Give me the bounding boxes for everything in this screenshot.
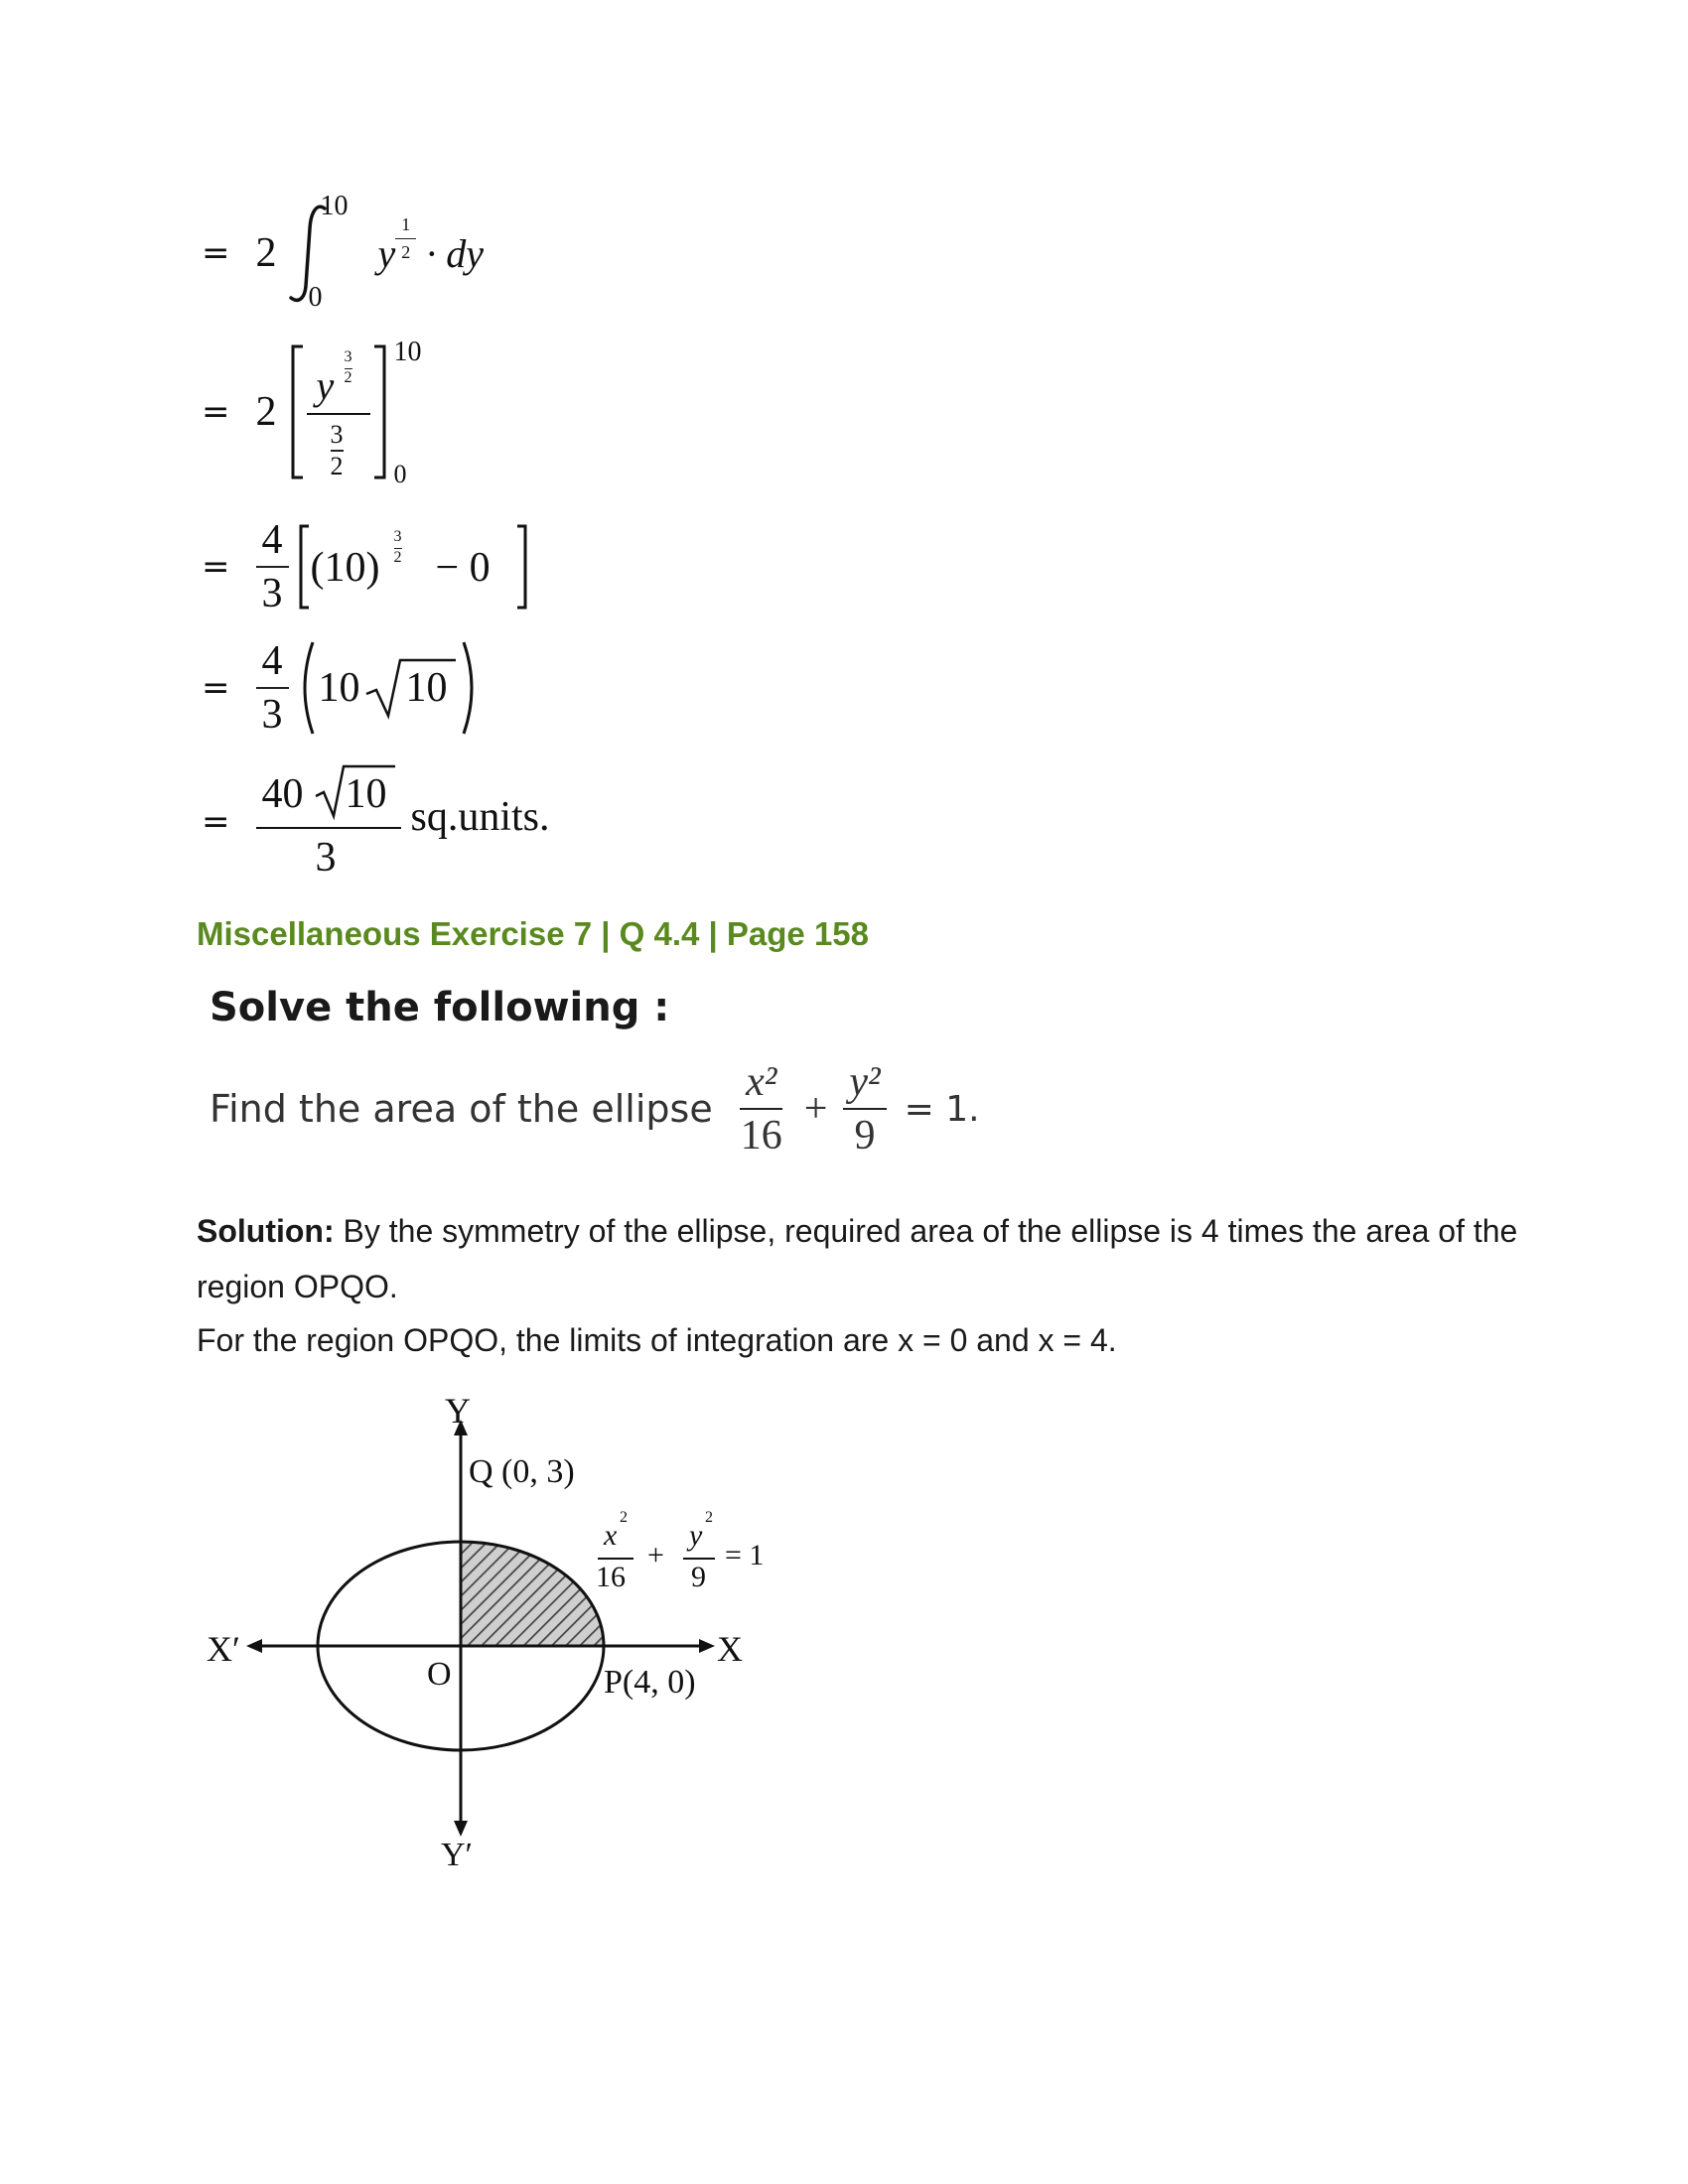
final-fraction [256, 762, 405, 882]
solution-line-1: By the symmetry of the ellipse, required area of the ellipse is 4 times the area of the region OPQO. [197, 1213, 1518, 1304]
exercise-heading: Miscellaneous Exercise 7 | Q 4.4 | Page 158 [197, 915, 870, 952]
step-4 [202, 638, 486, 738]
denominator: 3 [315, 835, 337, 881]
x-axis-arrow-left [246, 1639, 262, 1653]
fraction-numerator: 4 [256, 639, 289, 689]
bracket-expression [297, 522, 535, 612]
label-origin: O [427, 1656, 452, 1693]
integral-lower-limit: 0 [308, 282, 323, 313]
fraction-four-thirds [256, 518, 289, 615]
figure-eq-y: y [689, 1519, 703, 1552]
plus-sign: + [803, 1086, 828, 1133]
label-x-neg: X′ [207, 1629, 240, 1669]
base-ten: (10) [310, 545, 380, 592]
question-term-x [735, 1060, 788, 1158]
numerator-radicand: 10 [345, 771, 387, 817]
paren-expression [297, 638, 486, 738]
numerator-exp-den: 2 [344, 369, 352, 386]
fraction-denominator: 3 [261, 571, 283, 617]
exp-num: 3 [393, 528, 402, 546]
step-5 [202, 762, 550, 882]
question-text: Find the area of the ellipse [210, 1087, 713, 1132]
term-x-numerator: x² [740, 1060, 782, 1110]
upper-limit: 10 [393, 337, 422, 367]
equals-sign: = [202, 392, 230, 432]
label-q: Q (0, 3) [469, 1453, 575, 1490]
figure-eq-rhs: = 1 [725, 1539, 765, 1571]
solution-limits: For the region OPQO, the limits of integration are x = 0 and x = 4. [197, 1322, 1117, 1358]
equals-sign: = [202, 233, 230, 273]
term-y-denominator: 9 [854, 1113, 876, 1160]
x-axis-arrow-right [699, 1639, 715, 1653]
lower-limit: 0 [393, 460, 407, 488]
step-2 [202, 337, 436, 488]
label-y: Y [445, 1391, 471, 1431]
question-term-y [843, 1060, 886, 1158]
fraction-numerator: 4 [256, 518, 289, 568]
figure-eq-x-den: 16 [596, 1561, 626, 1593]
solution-paragraph [197, 1203, 1567, 1314]
figure-eq-y-den: 9 [691, 1561, 706, 1593]
step-3 [202, 518, 535, 615]
figure-eq-plus: + [647, 1539, 664, 1571]
fraction-denominator: 3 [261, 692, 283, 738]
exponent-numerator: 1 [395, 215, 416, 239]
y-axis-arrow-down [454, 1821, 468, 1837]
minus-zero: − 0 [435, 545, 491, 592]
numerator-base: y [316, 363, 335, 408]
question [210, 1060, 980, 1158]
equals-sign: = [202, 668, 230, 708]
figure-eq-y-exp: 2 [705, 1509, 713, 1526]
coefficient: 2 [255, 230, 277, 276]
figure-eq-x-exp: 2 [620, 1509, 628, 1526]
integral-upper-limit: 10 [320, 191, 349, 221]
term-x-denominator: 16 [740, 1113, 782, 1160]
integral-sign [281, 191, 370, 313]
equals-sign: = [202, 547, 230, 588]
ellipse-figure [189, 1390, 834, 1886]
shaded-region-opqo [461, 1542, 604, 1646]
denominator-den: 2 [330, 452, 344, 480]
coefficient: 2 [255, 389, 277, 435]
denominator-num: 3 [330, 420, 344, 449]
differential: · dy [426, 230, 485, 276]
label-x: X [717, 1629, 743, 1669]
instruction-heading: Solve the following : [210, 985, 670, 1030]
radicand: 10 [405, 665, 448, 711]
solution-label: Solution: [197, 1213, 335, 1249]
fraction-four-thirds [256, 639, 289, 737]
term-y-numerator: y² [843, 1060, 886, 1110]
label-p: P(4, 0) [604, 1664, 696, 1701]
figure-eq-x: x [604, 1519, 618, 1552]
units-label: sq.units. [410, 794, 550, 840]
integrand-exponent [395, 215, 416, 262]
step-1 [202, 191, 485, 313]
numerator-coefficient: 40 [261, 771, 304, 817]
coefficient-ten: 10 [318, 665, 360, 711]
exponent-denominator: 2 [401, 241, 411, 262]
integrand-base: y [377, 230, 396, 276]
label-y-neg: Y′ [441, 1837, 473, 1873]
equals-sign: = [202, 802, 230, 842]
question-rhs: = 1. [904, 1088, 980, 1130]
numerator-exp-num: 3 [344, 348, 352, 365]
bracket-expression [287, 337, 436, 488]
exp-den: 2 [393, 549, 402, 567]
